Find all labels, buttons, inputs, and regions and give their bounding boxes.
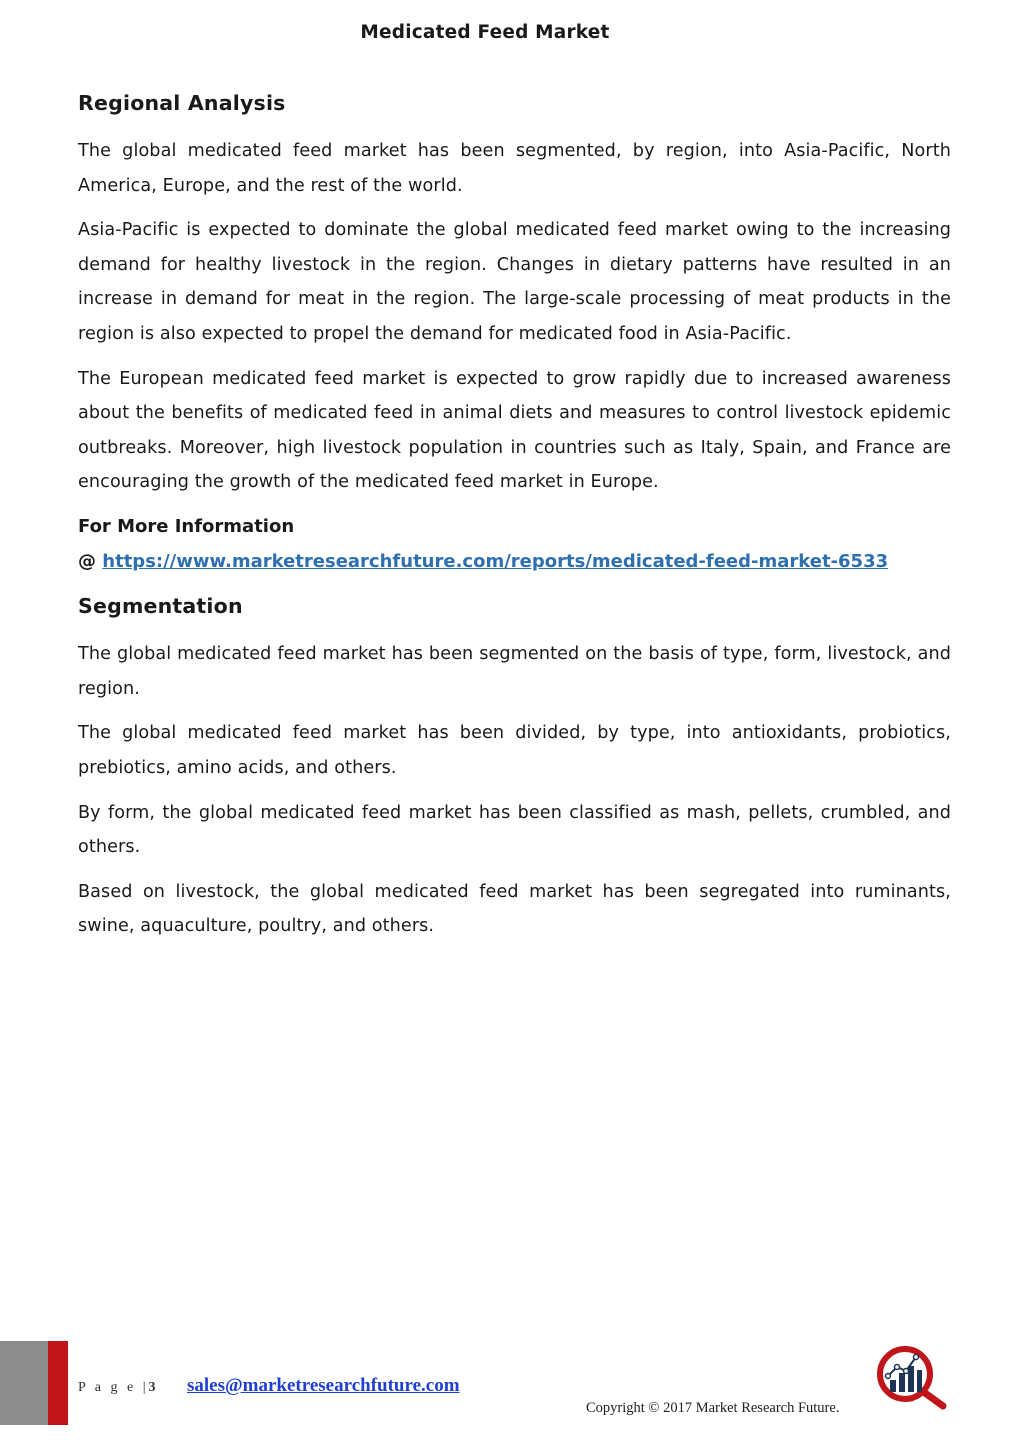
segmentation-paragraph-3: By form, the global medicated feed market has been classified as mash, pellets, crumbled, and others. — [78, 802, 951, 858]
segmentation-paragraph-1: The global medicated feed market has been segmented on the basis of type, form, livestock, and region. — [78, 644, 951, 699]
market-research-future-logo-icon — [875, 1340, 955, 1410]
page-header-title: Medicated Feed Market — [360, 22, 610, 43]
page-number-value: 3 — [148, 1380, 156, 1395]
page-number — [78, 1380, 156, 1396]
report-link[interactable]: https://www.marketresearchfuture.com/reports/medicated-feed-market-6533 — [102, 550, 889, 572]
footer-red-bar — [48, 1341, 68, 1425]
regional-paragraph-1: The global medicated feed market has been segmented, by region, into Asia-Pacific, North America, Europe, and the rest of the world. — [78, 141, 951, 196]
page-label: P a g e | — [78, 1380, 149, 1395]
copyright-text: Copyright © 2017 Market Research Future. — [586, 1400, 840, 1416]
more-information-block — [78, 510, 951, 579]
regional-paragraph-2: Asia-Pacific is expected to dominate the global medicated feed market owing to the increasing demand for healthy livestock in the region. Changes in dietary patterns have resulted in an increase in demand for meat in the region. The large-scale processing of meat products in the region is also expected to propel the demand for medicated food in Asia-Pacific. — [78, 220, 951, 344]
regional-paragraph-3: The European medicated feed market is expected to grow rapidly due to increased awareness about the benefits of medicated feed in animal diets and measures to control livestock epidemic outbreaks. Moreover, high livestock population in countries such as Italy, Spain, and France are encouraging the growth of the medicated feed market in Europe. — [78, 368, 951, 493]
regional-analysis-heading: Regional Analysis — [78, 91, 286, 115]
sales-email-link[interactable]: sales@marketresearchfuture.com — [187, 1375, 460, 1396]
at-sign: @ — [78, 550, 96, 572]
more-information-label: For More Information — [78, 515, 295, 537]
footer-grey-bar — [0, 1341, 48, 1425]
segmentation-heading: Segmentation — [78, 594, 243, 619]
segmentation-paragraph-4: Based on livestock, the global medicated feed market has been segregated into ruminants, swine, aquaculture, poultry, and others. — [78, 881, 951, 937]
segmentation-paragraph-2: The global medicated feed market has been divided, by type, into antioxidants, probiotics, prebiotics, amino acids, and others. — [78, 723, 951, 778]
more-information-link-line — [78, 545, 951, 580]
document-body — [78, 86, 951, 954]
